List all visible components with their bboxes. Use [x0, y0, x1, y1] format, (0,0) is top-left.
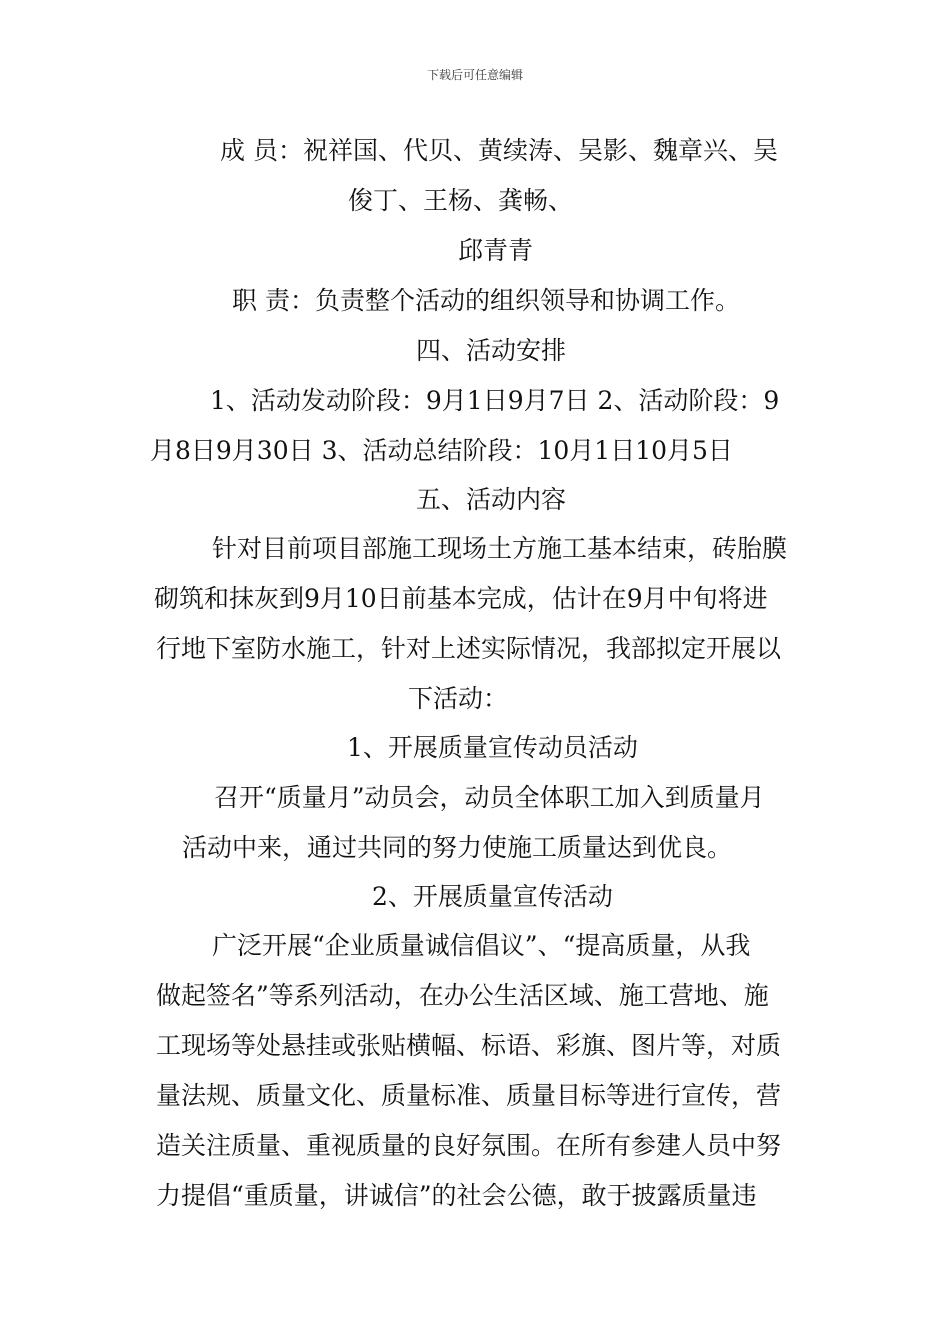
promotion-line-1: 广泛开展“企业质量诚信倡议”、“提高质量，从我	[212, 931, 751, 960]
members-line-2: 俊丁、王杨、龚畅、	[348, 186, 574, 215]
content-paragraph-line-1: 针对目前项目部施工现场土方施工基本结束，砖胎膜	[212, 534, 788, 563]
content-paragraph-line-3: 行地下室防水施工，针对上述实际情况，我部拟定开展以	[156, 634, 782, 663]
schedule-line-1: 1、活动发动阶段：9月1日9月7日 2、活动阶段：9	[210, 386, 780, 415]
section-heading-4: 四、活动安排	[416, 336, 567, 365]
schedule-line-2: 月8日9月30日 3、活动总结阶段：10月1日10月5日	[150, 436, 733, 465]
promotion-line-3: 工现场等处悬挂或张贴横幅、标语、彩旗、图片等，对质	[156, 1031, 782, 1060]
subheading-1: 1、开展质量宣传动员活动	[347, 733, 638, 762]
page-header-note: 下载后可任意编辑	[426, 68, 523, 82]
promotion-line-2: 做起签名”等系列活动，在办公生活区域、施工营地、施	[156, 981, 769, 1010]
members-line-1: 成 员：祝祥国、代贝、黄续涛、吴影、魏章兴、吴	[220, 136, 778, 165]
promotion-line-6: 力提倡“重质量，讲诚信”的社会公德，敢于披露质量违	[156, 1181, 757, 1210]
mobilization-line-1: 召开“质量月”动员会，动员全体职工加入到质量月	[214, 783, 765, 812]
mobilization-line-2: 活动中来，通过共同的努力使施工质量达到优良。	[182, 833, 733, 862]
section-heading-5: 五、活动内容	[416, 485, 567, 514]
promotion-line-5: 造关注质量、重视质量的良好氛围。在所有参建人员中努	[156, 1131, 782, 1160]
promotion-line-4: 量法规、质量文化、质量标准、质量目标等进行宣传，营	[156, 1081, 782, 1110]
members-line-3: 邱青青	[458, 236, 534, 265]
duties-line: 职 责：负责整个活动的组织领导和协调工作。	[232, 286, 740, 315]
content-paragraph-line-2: 砌筑和抹灰到9月10日前基本完成，估计在9月中旬将进	[154, 584, 768, 613]
content-paragraph-line-4: 下活动：	[408, 684, 509, 713]
subheading-2: 2、开展质量宣传活动	[372, 882, 613, 911]
